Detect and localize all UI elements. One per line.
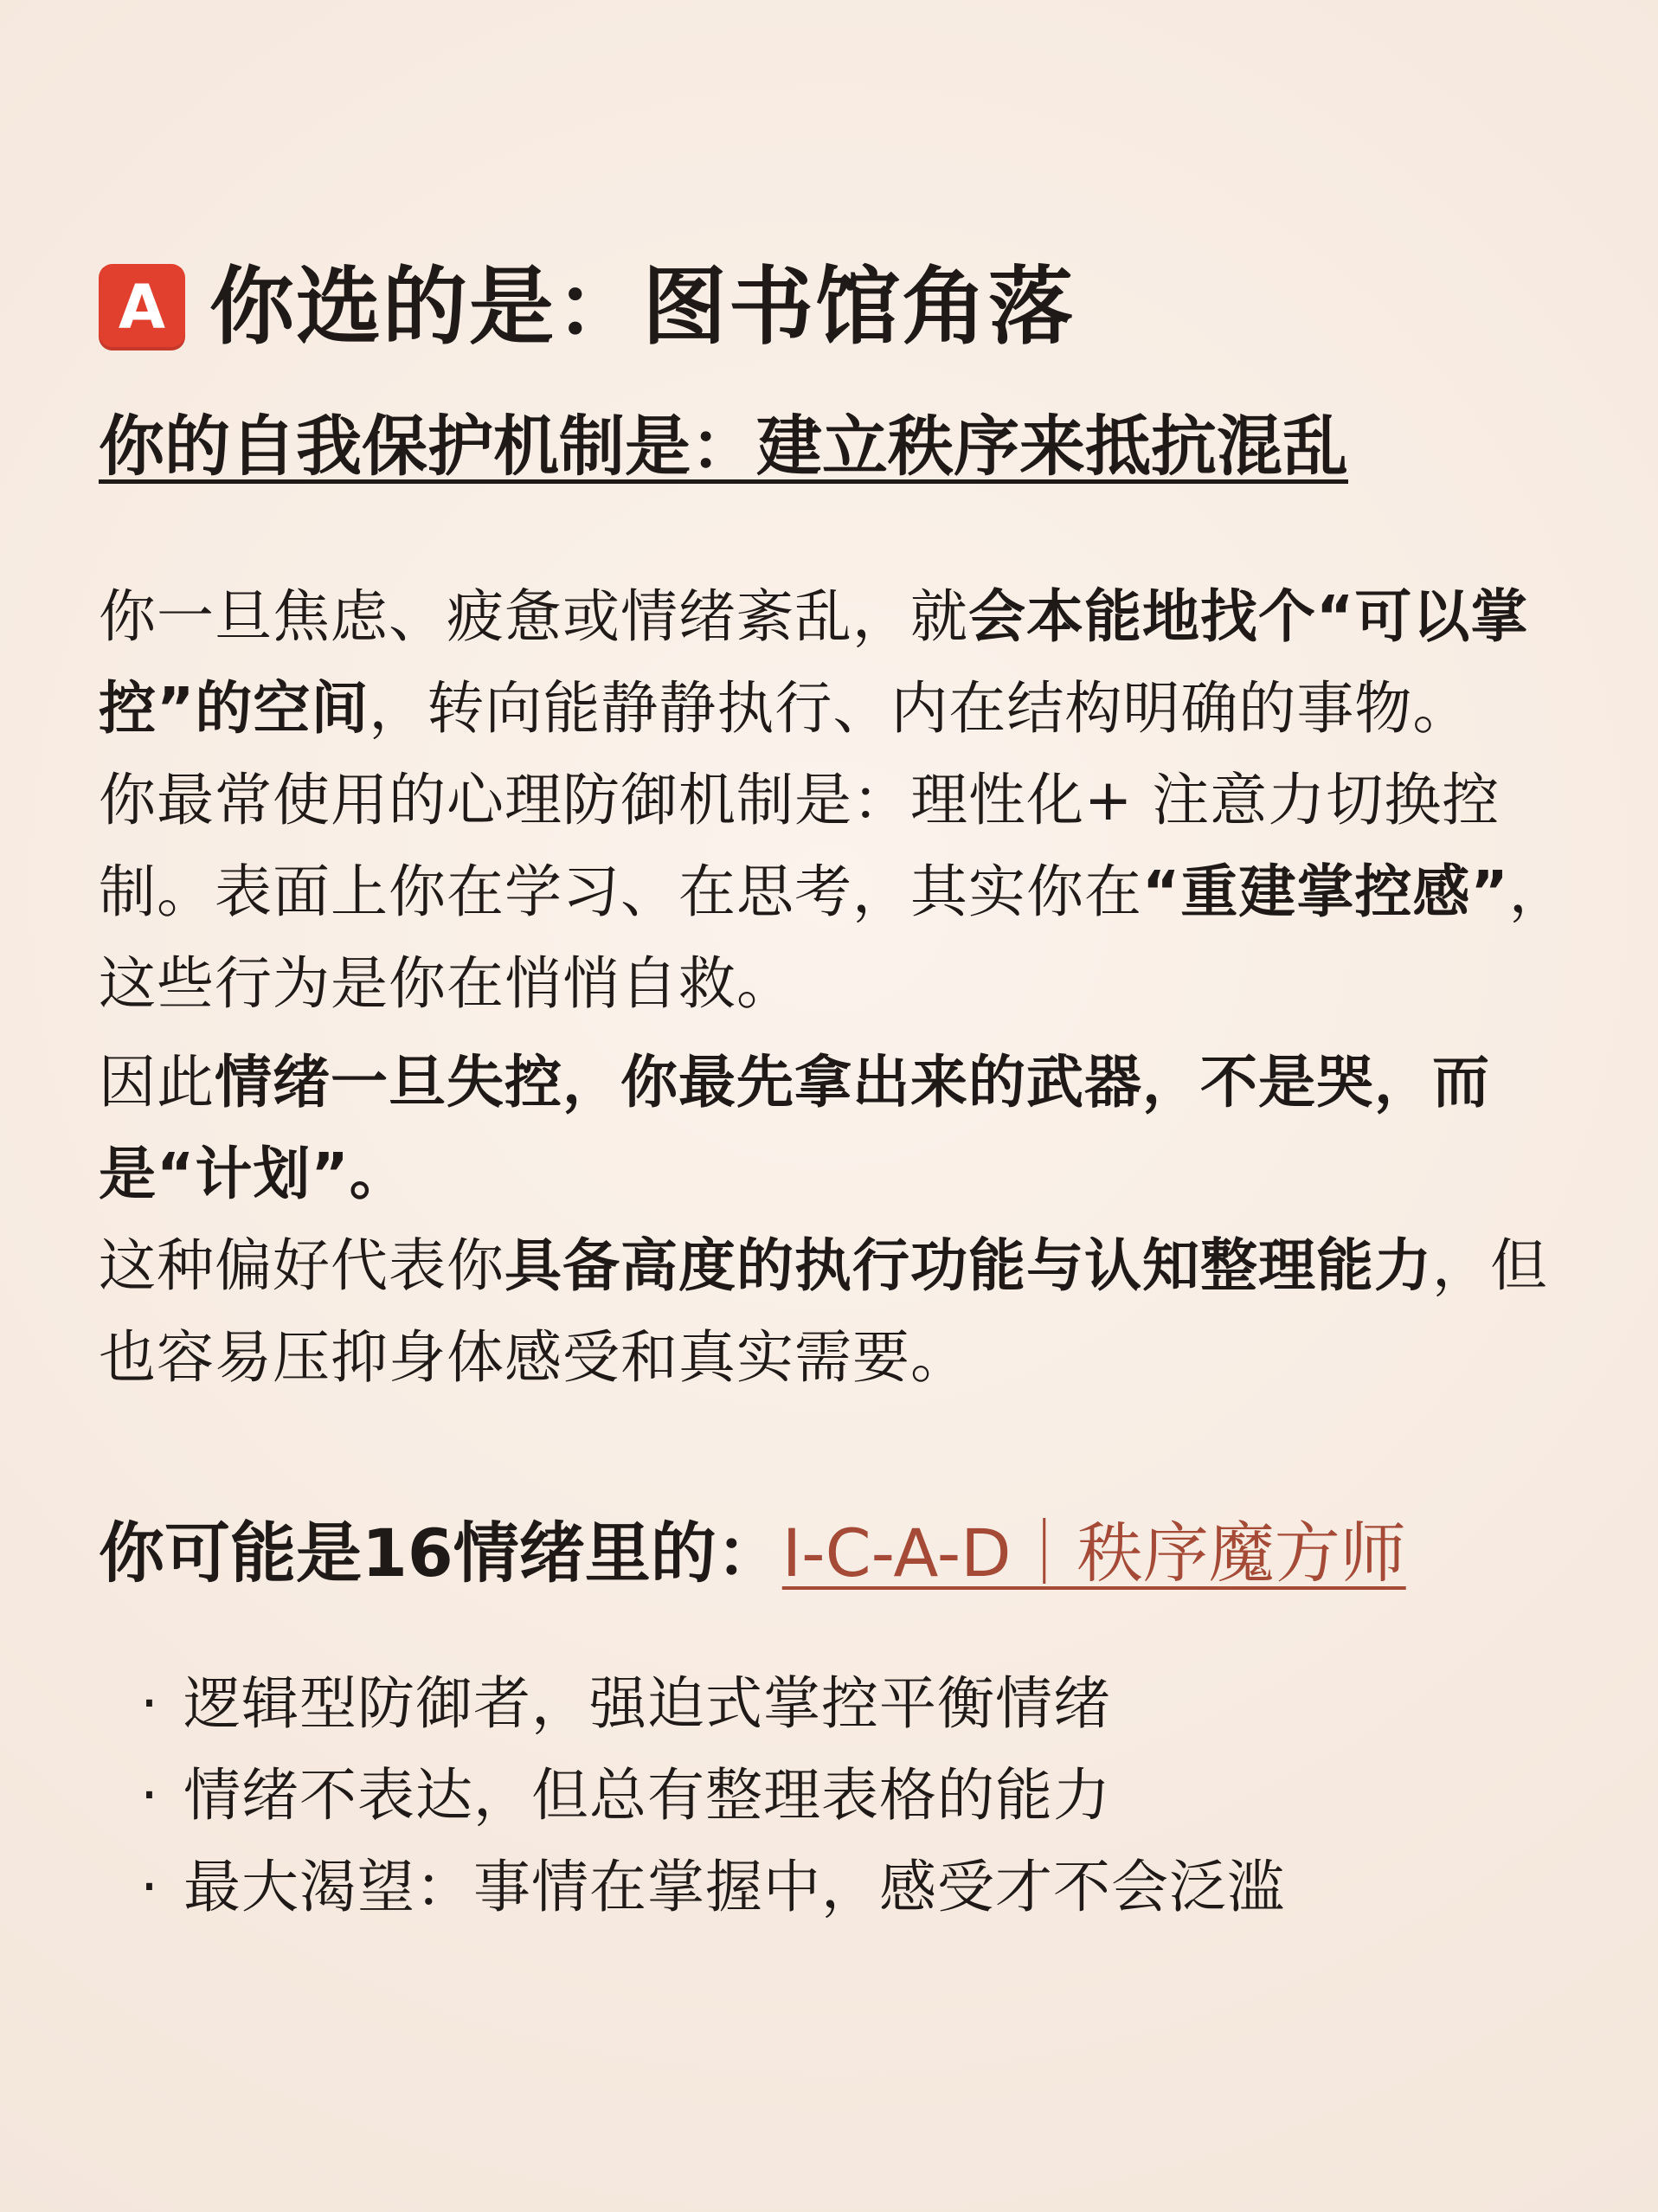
p2-text-a: 你最常使用的心理防御机制是：理性化+ 注意力切换控制。表面上你在学习、在思考，其实你在	[99, 767, 1501, 925]
title-row	[99, 251, 1587, 363]
paragraph-4	[99, 1220, 1587, 1404]
content	[99, 251, 1587, 1933]
list-item	[140, 1750, 1587, 1842]
bullet-text: 逻辑型防御者，强迫式掌控平衡情绪	[183, 1670, 1111, 1737]
bullet-marker: ·	[140, 1762, 159, 1829]
p1-bold: 会本能地找个“可以掌控”的空间	[99, 583, 1529, 742]
p2-text-c: ，这些行为是你在悄悄自救。	[99, 858, 1567, 1017]
paragraph-2	[99, 755, 1587, 1030]
bullet-text: 最大渴望：事情在掌握中，感受才不会泛滥	[183, 1854, 1285, 1920]
list-item	[140, 1658, 1587, 1750]
bullet-text: 情绪不表达，但总有整理表格的能力	[183, 1762, 1111, 1829]
p2-bold: “重建掌控感”	[1142, 858, 1509, 925]
paragraph-1	[99, 571, 1587, 755]
letter-a-badge-icon: A	[99, 264, 185, 350]
bullet-marker: ·	[140, 1670, 159, 1737]
type-name-link[interactable]: I-C-A-D｜秩序魔方师	[781, 1514, 1406, 1591]
p4-text-c: ，但也容易压抑身体感受和真实需要。	[99, 1232, 1548, 1391]
page-title: 你选的是：图书馆角落	[209, 258, 1076, 357]
p1-text-c: ，转向能静静执行、内在结构明确的事物。	[369, 675, 1471, 742]
p4-text-a: 这种偏好代表你	[99, 1232, 504, 1299]
bullet-marker: ·	[140, 1854, 159, 1920]
p3-bold: 情绪一旦失控，你最先拿出来的武器，不是哭，而是“计划”。	[99, 1049, 1490, 1207]
type-prefix: 你可能是16情绪里的：	[99, 1514, 782, 1591]
p3-text-a: 因此	[99, 1049, 215, 1116]
subtitle: 你的自我保护机制是：建立秩序来抵抗混乱	[99, 408, 1348, 485]
paragraph-3	[99, 1037, 1587, 1220]
p4-bold: 具备高度的执行功能与认知整理能力	[504, 1232, 1432, 1299]
emotion-type-line	[99, 1506, 1587, 1601]
bullet-list	[99, 1658, 1587, 1933]
p1-text-a: 你一旦焦虑、疲惫或情绪紊乱，就	[99, 583, 968, 650]
list-item	[140, 1842, 1587, 1933]
body-text	[99, 571, 1587, 1404]
